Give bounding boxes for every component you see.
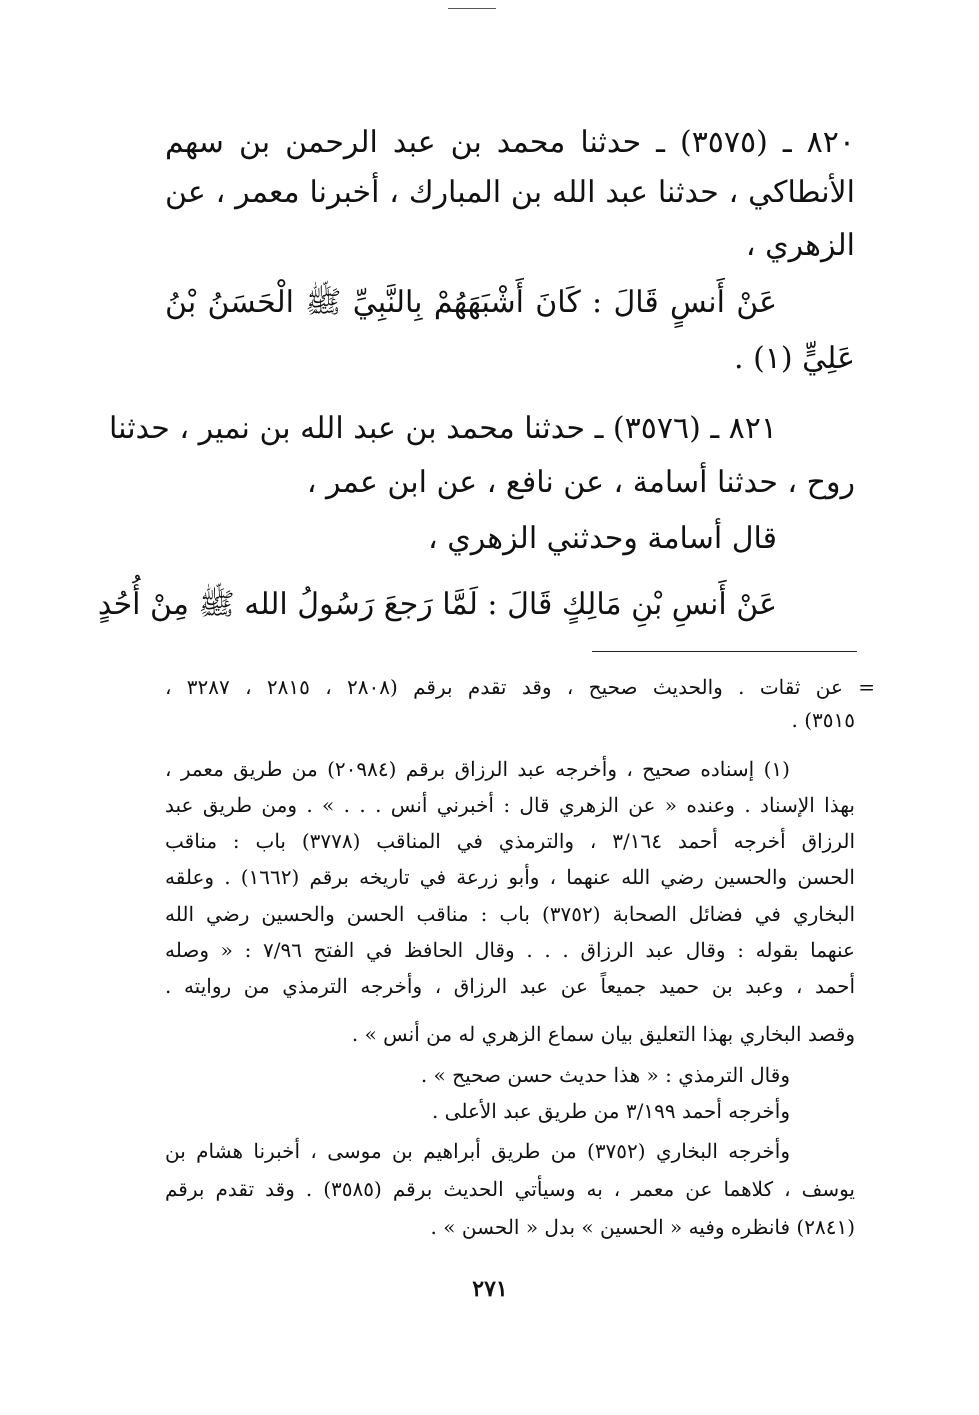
footnote-1-line-4: الحسن والحسين رضي الله عنهما ، وأبو زرعة في تاريخه برقم (١٦٦٢) . وعلقه <box>165 865 855 889</box>
footnote-1-line-2: بهذا الإسناد . وعنده « عن الزهري قال : أخبرني أنس . . . » . ومن طريق عبد <box>165 793 855 817</box>
hadith-820-line-1: ٨٢٠ ـ (٣٥٧٥) ـ حدثنا محمد بن عبد الرحمن بن سهم <box>165 125 855 160</box>
page-number: ٢٧١ <box>472 1276 508 1302</box>
footnote-continuation-line-1: = عن ثقات . والحديث صحيح ، وقد تقدم برقم (٢٨٠٨ ، ٢٨١٥ ، ٣٢٨٧ ، <box>165 675 876 699</box>
footnote-1-line-12: يوسف ، كلاهما عن معمر ، به وسيأتي الحديث برقم (٣٥٨٥) . وقد تقدم برقم <box>165 1177 855 1201</box>
footnote-1-line-11: وأخرجه البخاري (٣٧٥٢) من طريق أبراهيم بن موسى ، أخبرنا هشام بن <box>165 1139 791 1163</box>
footnote-1-line-10: وأخرجه أحمد ٣/١٩٩ من طريق عبد الأعلى . <box>431 1099 790 1123</box>
hadith-821-line-1: ٨٢١ ـ (٣٥٧٦) ـ حدثنا محمد بن عبد الله بن نمير ، حدثنا <box>109 411 777 446</box>
hadith-821-line-3: قال أسامة وحدثني الزهري ، <box>428 521 777 556</box>
hadith-820-matn-2: عَلِيٍّ (١) . <box>734 341 855 376</box>
top-rule <box>448 8 496 9</box>
footnote-1-line-1: (١) إسناده صحيح ، وأخرجه عبد الرزاق برقم (٢٠٩٨٤) من طريق معمر ، <box>165 757 790 781</box>
hadith-820-matn-1: عَنْ أَنسٍ قَالَ : كَانَ أَشْبَهَهُمْ بِالنَّبِيِّ ﷺ الْحَسَنُ بْنُ <box>165 285 777 320</box>
footnote-separator <box>592 651 857 652</box>
footnote-1-line-3: الرزاق أخرجه أحمد ٣/١٦٤ ، والترمذي في المناقب (٣٧٧٨) باب : مناقب <box>165 829 856 853</box>
hadith-821-matn-1: عَنْ أَنسِ بْنِ مَالِكٍ قَالَ : لَمَّا رَجعَ رَسُولُ الله ﷺ مِنْ أُحُدٍ <box>97 587 777 622</box>
hadith-820-line-3: الزهري ، <box>745 228 855 263</box>
footnote-continuation-line-2: ٣٥١٥) . <box>791 708 855 732</box>
footnote-1-line-7: أحمد ، وعبد بن حميد جميعاً عن عبد الرزاق ، وأخرجه الترمذي من روايته . <box>165 974 855 998</box>
footnote-1-line-13: (٢٨٤١) فانظره وفيه « الحسين » بدل « الحسن » . <box>430 1215 855 1239</box>
footnote-1-line-6: عنهما بقوله : وقال عبد الرزاق . . . وقال الحافظ في الفتح ٧/٩٦ : « وصله <box>165 938 855 962</box>
footnote-1-line-8: وقصد البخاري بهذا التعليق بيان سماع الزهري له من أنس » . <box>351 1022 855 1046</box>
footnote-1-line-5: البخاري في فضائل الصحابة (٣٧٥٢) باب : مناقب الحسن والحسين رضي الله <box>165 902 855 926</box>
hadith-820-line-2: الأنطاكي ، حدثنا عبد الله بن المبارك ، أخبرنا معمر ، عن <box>165 175 855 210</box>
hadith-821-line-2: روح ، حدثنا أسامة ، عن نافع ، عن ابن عمر ، <box>306 465 855 500</box>
footnote-1-line-9: وقال الترمذي : « هذا حديث حسن صحيح » . <box>420 1063 790 1087</box>
